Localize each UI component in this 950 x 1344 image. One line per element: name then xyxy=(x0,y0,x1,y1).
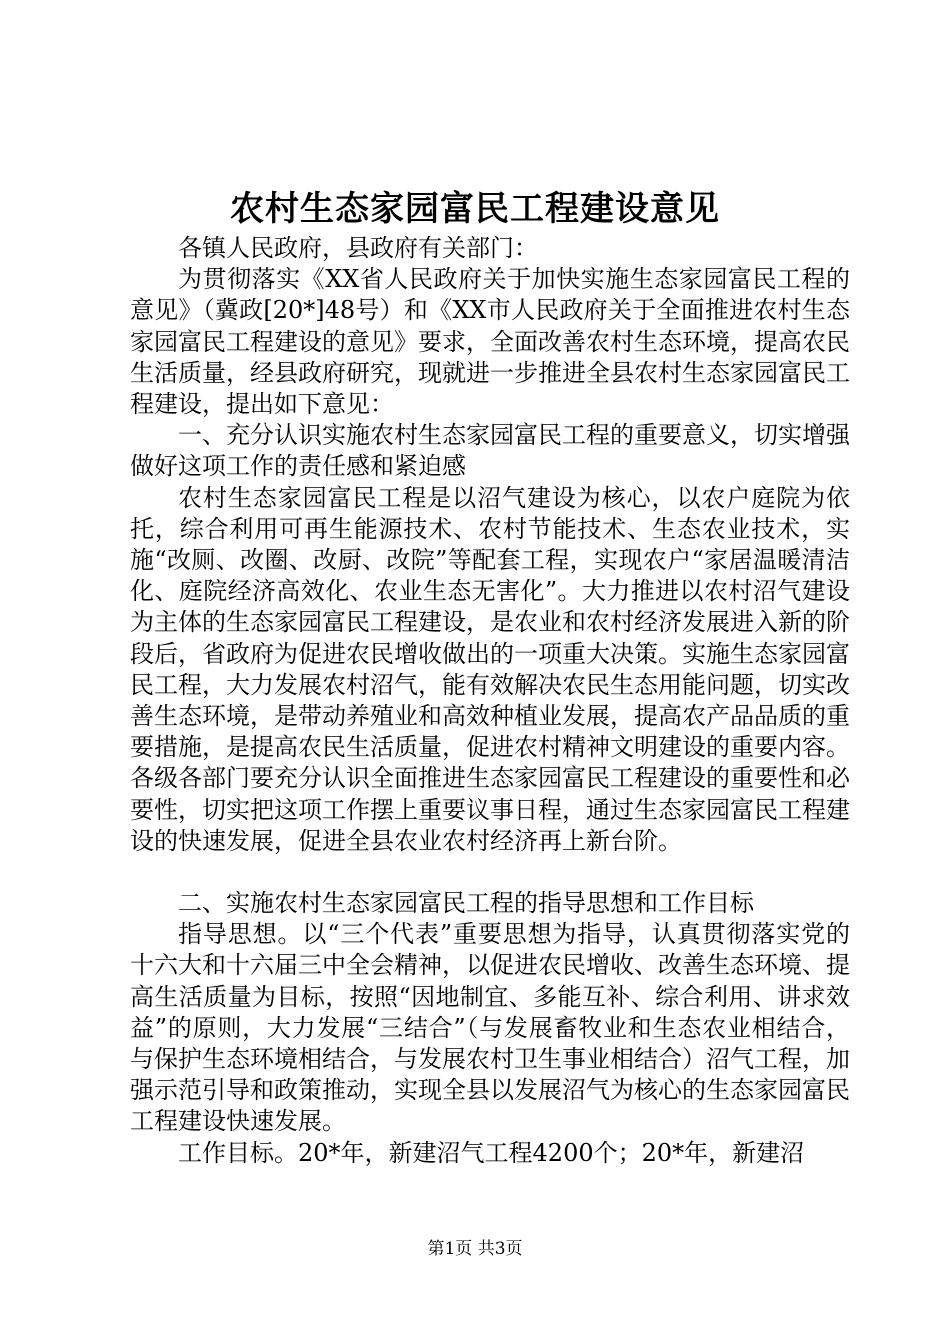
paragraph-gap xyxy=(130,857,850,888)
paragraph-work-goals: 工作目标。20*年，新建沼气工程4200个；20*年，新建沼 xyxy=(178,1138,805,1167)
paragraph-intro: 为贯彻落实《XX省人民政府关于加快实施生态家园富民工程的意见》（冀政[20*]48号）和《XX市人民政府关于全面推进农村生态家园富民工程建设的意见》要求，全面改善农村生态环境，提高农民生活质量，经县政府研究，现就进一步推进全县农村生态家园富民工程建设，提出如下意见： xyxy=(130,265,850,419)
section-heading-1: 一、充分认识实施农村生态家园富民工程的重要意义，切实增强做好这项工作的责任感和紧迫感 xyxy=(130,421,850,481)
salutation: 各镇人民政府，县政府有关部门： xyxy=(178,234,538,262)
page-indicator: 第1页 共3页 xyxy=(427,1239,523,1259)
document-body xyxy=(130,233,850,1169)
paragraph-significance: 农村生态家园富民工程是以沼气建设为核心，以农户庭院为依托，综合利用可再生能源技术、农村节能技术、生态农业技术，实施“改厕、改圈、改厨、改院”等配套工程，实现农户“家居温暖清洁化、庭院经济高效化、农业生态无害化”。大力推进以农村沼气建设为主体的生态家园富民工程建设，是农业和农村经济发展进入新的阶段后，省政府为促进农民增收做出的一项重大决策。实施生态家园富民工程，大力发展农村沼气，能有效解决农民生态用能问题，切实改善生态环境，是带动养殖业和高效种植业发展，提高农产品品质的重要措施，是提高农民生活质量，促进农村精神文明建设的重要内容。各级各部门要充分认识全面推进生态家园富民工程建设的重要性和必要性，切实把这项工作摆上重要议事日程，通过生态家园富民工程建设的快速发展，促进全县农业农村经济再上新台阶。 xyxy=(130,483,850,855)
document-title: 农村生态家园富民工程建设意见 xyxy=(230,189,720,229)
section-heading-2: 二、实施农村生态家园富民工程的指导思想和工作目标 xyxy=(178,889,754,918)
paragraph-guiding-ideology: 指导思想。以“三个代表”重要思想为指导，认真贯彻落实党的十六大和十六届三中全会精神，以促进农民增收、改善生态环境、提高生活质量为目标，按照“因地制宜、多能互补、综合利用、讲求效益”的原则，大力发展“三结合”（与发展畜牧业和生态农业相结合，与保护生态环境相结合，与发展农村卫生事业相结合）沼气工程，加强示范引导和政策推动，实现全县以发展沼气为核心的生态家园富民工程建设快速发展。 xyxy=(130,920,850,1136)
